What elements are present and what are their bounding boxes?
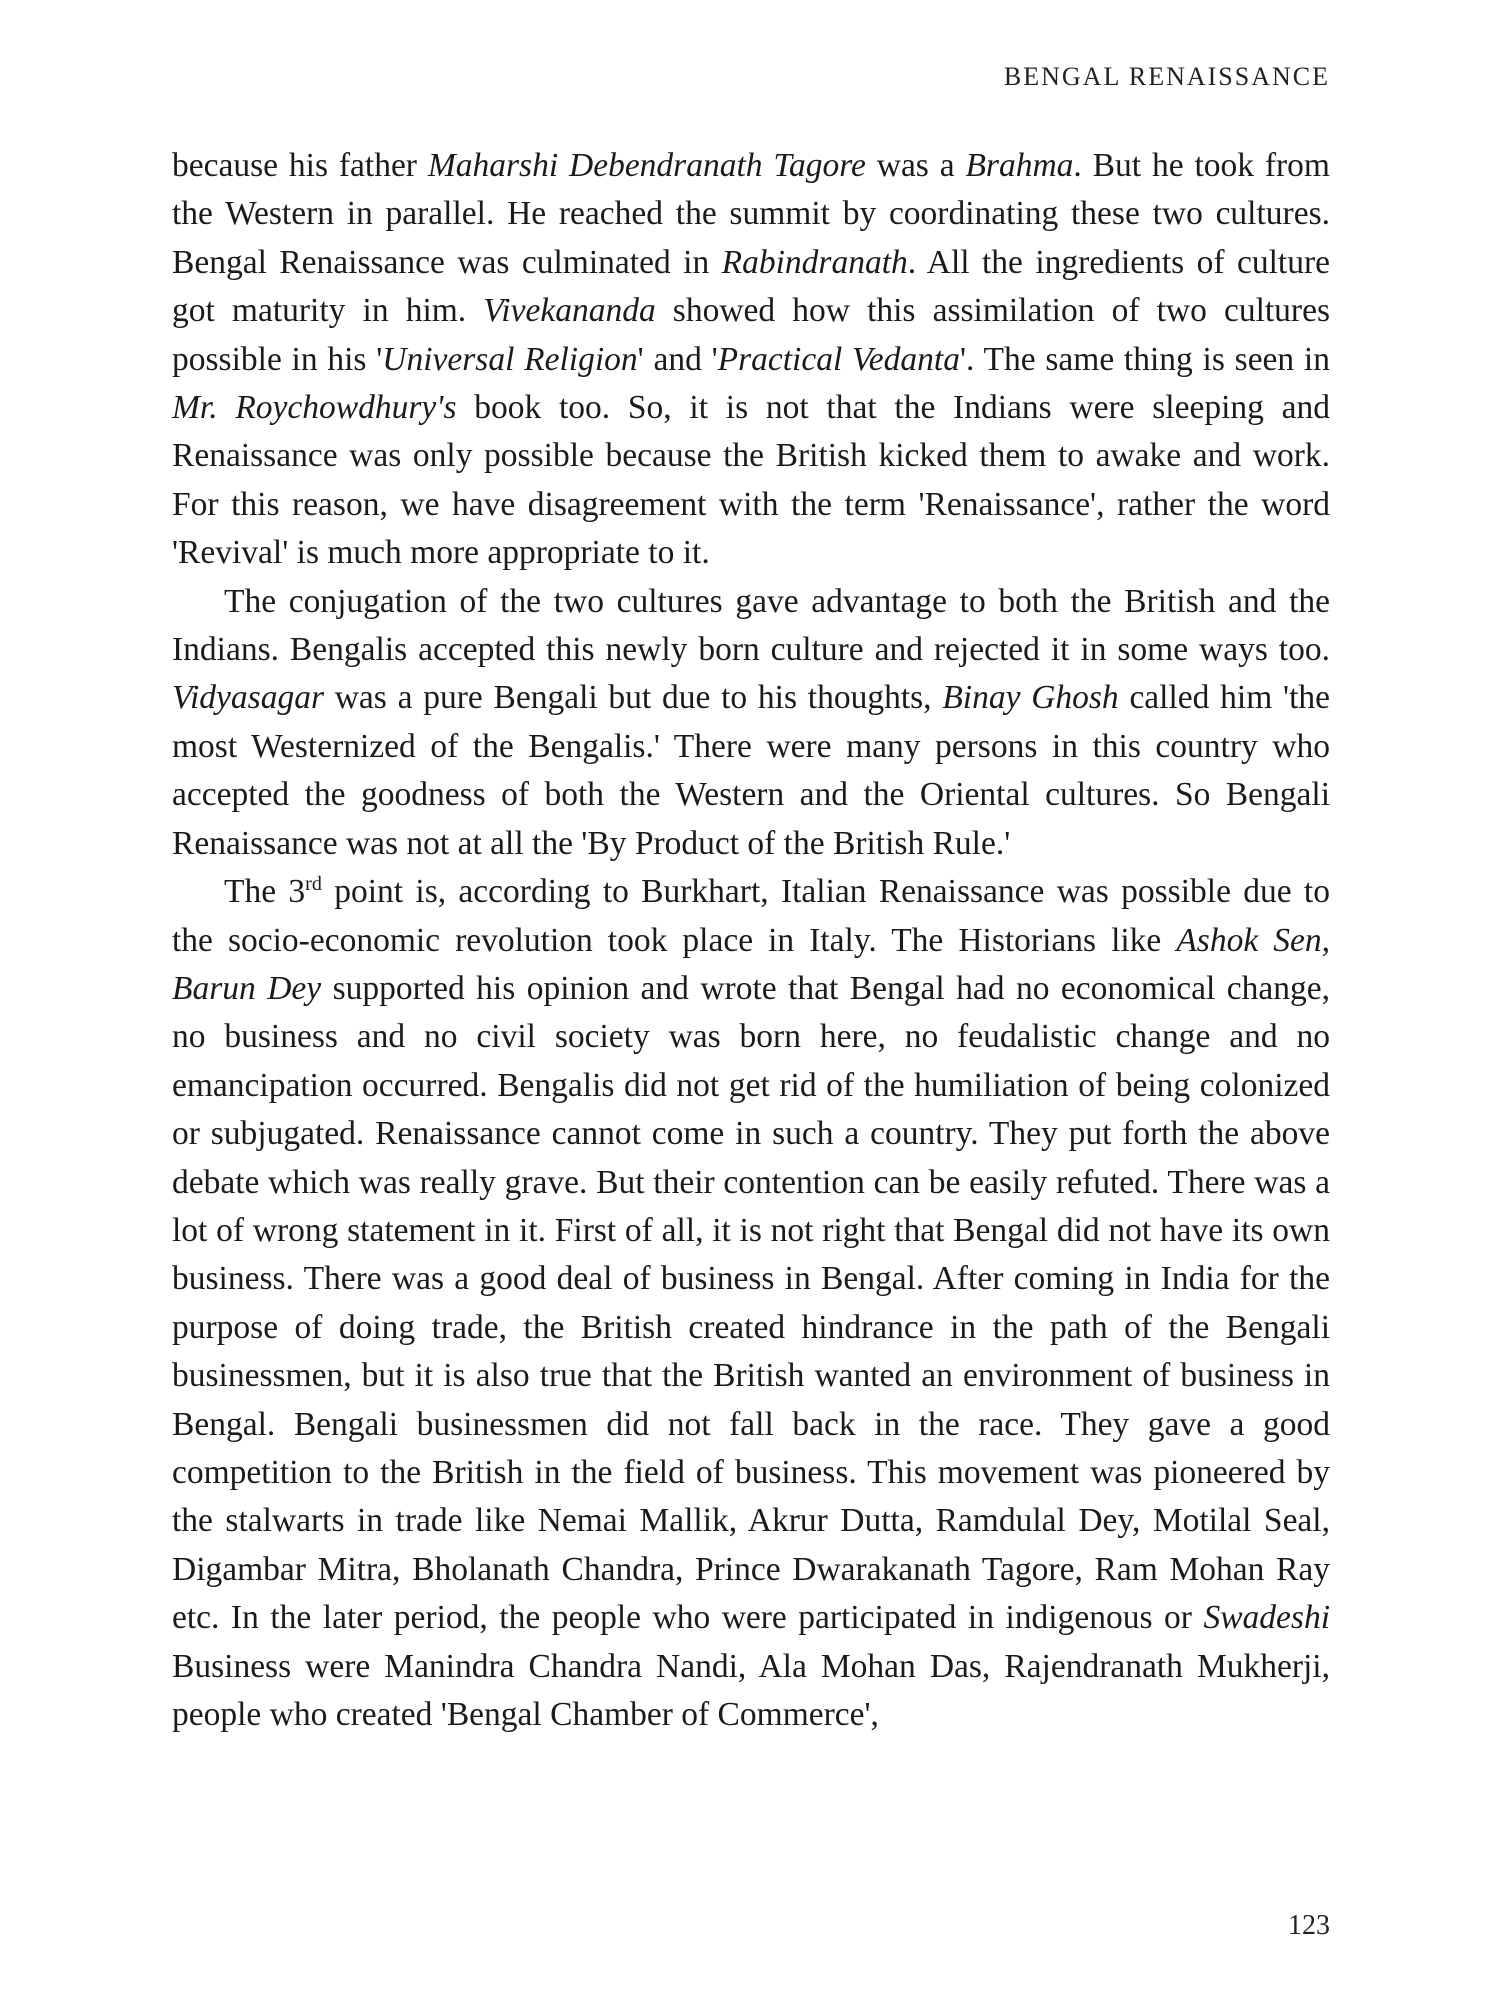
text-run: ' and ': [637, 340, 718, 378]
paragraph: [172, 578, 1330, 868]
text-run: The conjugation of the two cultures gave advantage to both the British and the Indians. Bengalis accepted this newly born culture and rejected it in some ways too.: [172, 582, 1330, 669]
italic-term: Rabindranath: [721, 243, 908, 281]
italic-term: Brahma: [965, 147, 1074, 184]
paragraph: [172, 868, 1330, 1739]
superscript: rd: [305, 872, 322, 895]
italic-term: Swadeshi: [1203, 1599, 1330, 1637]
text-run: called him 'the most Westernized of the Bengalis.' There were many persons in this country who accepted the goodness of both the Western and the Oriental cultures. So Bengali Renaissance was not at all the 'By Product of the British Rule.': [172, 679, 1330, 862]
text-run: was a: [865, 147, 966, 184]
text-run: showed how this assimilation of two cultures possible in his ': [172, 292, 1330, 378]
text-run: . All the ingredients of culture got maturity in him.: [172, 243, 1331, 330]
text-run: Business were Manindra Chandra Nandi, Ala Mohan Das, Rajendranath Mukherji, people who created 'Bengal Chamber of Commerce',: [172, 1647, 1330, 1733]
italic-term: Mr. Roychowdhury's: [172, 389, 457, 427]
text-run: point is, according to Burkhart, Italian Renaissance was possible due to the socio-economic revolution took place in Italy. The Historians like: [172, 873, 1330, 959]
text-run: . But he took from the Western in parallel. He reached the summit by coordinating these two cultures. Bengal Renaissance was culminated in: [172, 147, 1330, 281]
paragraph: [172, 142, 1330, 578]
italic-term: Binay Ghosh: [942, 679, 1119, 717]
page-number: 123: [1288, 1910, 1330, 1941]
text-run: '. The same thing is seen in: [959, 340, 1330, 378]
italic-term: Universal Religion: [382, 340, 638, 378]
text-run: The 3: [224, 873, 306, 911]
italic-term: Vivekananda: [483, 292, 656, 330]
text-run: book too. So, it is not that the Indians were sleeping and Renaissance was only possible because the British kicked them to awake and work. For this reason, we have disagreement with the term 'Renaissance', rather the word 'Revival' is much more appropriate to it.: [172, 389, 1330, 572]
italic-term: Vidyasagar: [172, 679, 324, 717]
text-run: was a pure Bengali but due to his thoughts,: [323, 679, 943, 717]
body-text: [172, 142, 1330, 1739]
italic-term: Practical Vedanta: [717, 340, 960, 378]
italic-term: Ashok Sen, Barun Dey: [172, 921, 1330, 1007]
text-run: supported his opinion and wrote that Bengal had no economical change, no business and no civil society was born here, no feudalistic change and no emancipation occurred. Bengalis did not get rid of the humiliation of being colonized or subjugated. Renaissance cannot come in such a country. They put forth the above debate which was really grave. But their contention can be easily refuted. There was a lot of wrong statement in it. First of all, it is not right that Bengal did not have its own business. There was a good deal of business in Bengal. After coming in India for the purpose of doing trade, the British created hindrance in the path of the Bengali businessmen, but it is also true that the British wanted an environment of business in Bengal. Bengali businessmen did not fall back in the race. They gave a good competition to the British in the field of business. This movement was pioneered by the stalwarts in trade like Nemai Mallik, Akrur Dutta, Ramdulal Dey, Motilal Seal, Digambar Mitra, Bholanath Chandra, Prince Dwarakanath Tagore, Ram Mohan Ray etc. In the later period, the people who were participated in indigenous or: [172, 969, 1330, 1637]
text-run: because his father: [172, 147, 428, 184]
running-head: BENGAL RENAISSANCE: [1003, 62, 1330, 91]
italic-term: Maharshi Debendranath Tagore: [427, 147, 866, 184]
